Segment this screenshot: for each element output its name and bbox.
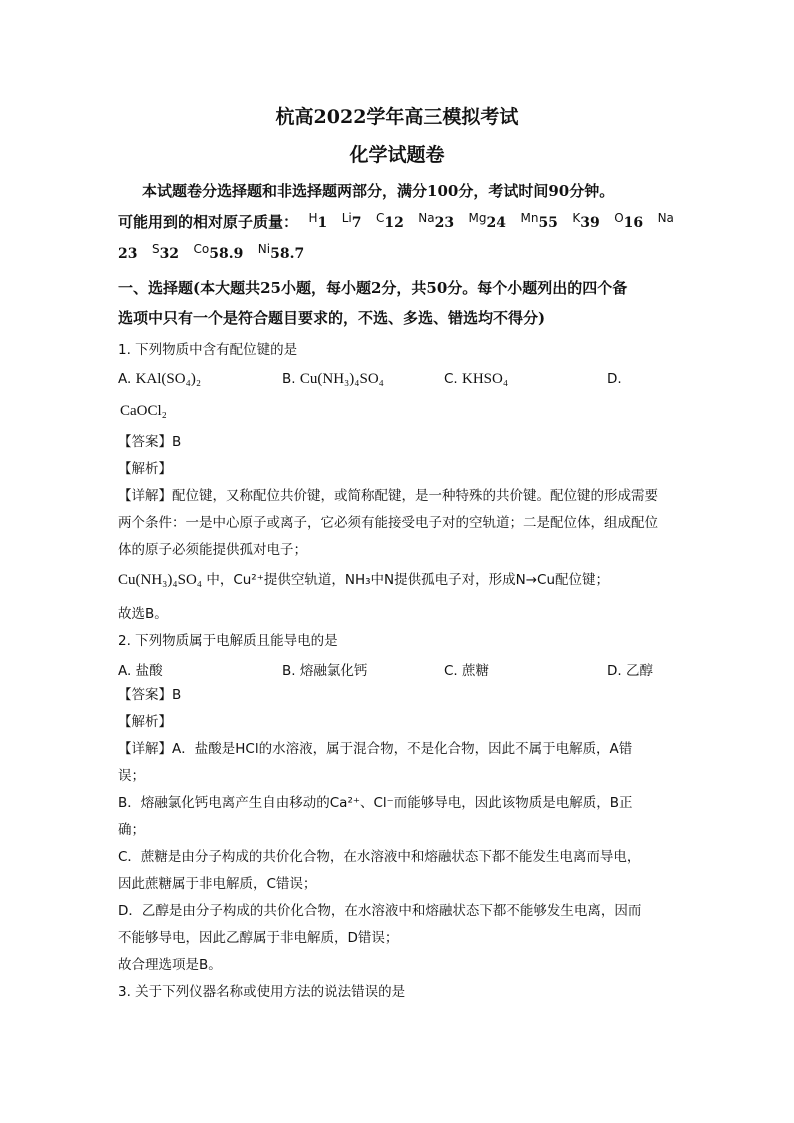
mass-element: Na [418,211,435,225]
mass-value: 16 [623,215,644,231]
mass-value: 55 [538,215,558,231]
question-3-stem: 3. 关于下列仪器名称或使用方法的说法错误的是 [118,984,406,1000]
mass-element: Co [193,242,210,256]
mass-element: Ni [257,242,271,256]
q1-detail-line: 【详解】配位键，又称配位共价键，或简称配键，是一种特殊的共价键。配位键的形成需要 [118,488,658,504]
mass-value: 39 [580,215,600,231]
q1-option-c [444,371,508,388]
mass-element: K [572,211,581,225]
exam-note: 本试题卷分选择题和非选择题两部分，满分100分，考试时间90分钟。 [142,182,615,200]
mass-value: 1 [317,215,328,231]
mass-value: 24 [486,215,507,231]
q2-detail-line: 不能够导电，因此乙醇属于非电解质，D错误； [118,930,399,946]
option-label: D. [607,371,622,387]
q1-analysis-label: 【解析】 [118,461,172,477]
q1-answer: 【答案】B [118,434,182,450]
paper-subtitle: 化学试题卷 [349,144,445,166]
q2-detail-line: C．蔗糖是由分子构成的共价化合物，在水溶液中和熔融状态下都不能发生电离而导电， [118,849,641,865]
q2-detail-line: D．乙醇是由分子构成的共价化合物，在水溶液中和熔融状态下都不能够发生电离，因而 [118,903,642,919]
q1-option-d [607,371,622,387]
mass-element: Mg [468,211,487,225]
section-heading-line-2: 选项中只有一个是符合题目要求的，不选、多选、错选均不得分) [118,309,546,327]
atomic-masses-label: 可能用到的相对原子质量： [118,213,299,231]
mass-element: O [614,211,624,225]
mass-value: 58.7 [270,246,305,262]
q2-option-c: C. 蔗糖 [444,663,490,679]
option-formula: CaOCl₂ [120,403,167,419]
option-label: C. [444,371,458,387]
q2-option-a: A. 盐酸 [118,663,163,679]
q1-detail-line [118,571,609,589]
q2-detail-line: B．熔融氯化钙电离产生自由移动的Ca²⁺、Cl⁻而能够导电，因此该物质是电解质，B正 [118,795,633,811]
q1-option-d-text [120,403,167,420]
option-formula: KHSO₄ [462,371,509,387]
q1-option-a [118,371,201,388]
mass-value: 23 [118,246,138,262]
atomic-masses-line-2 [118,242,308,263]
q2-option-d: D. 乙醇 [607,663,653,679]
q2-detail-line: 确； [118,822,145,838]
detail-formula: Cu(NH₃)₄SO₄ [118,572,203,588]
mass-element: S [151,242,160,256]
question-1-stem: 1. 下列物质中含有配位键的是 [118,342,298,358]
mass-value: 12 [384,215,404,231]
q2-answer: 【答案】B [118,687,182,703]
detail-text: 中，Cu²⁺提供空轨道，NH₃中N提供孤电子对，形成N→Cu配位键； [206,572,610,588]
mass-element: C [375,211,385,225]
q2-detail-line: 因此蔗糖属于非电解质，C错误； [118,876,317,892]
q2-conclusion: 故合理选项是B。 [118,957,222,973]
mass-value: 58.9 [209,246,244,262]
option-label: B. [282,371,296,387]
q1-detail-line: 两个条件：一是中心原子或离子，它必须有能接受电子对的空轨道；二是配位体，组成配位 [118,515,658,531]
section-heading-line-1: 一、选择题(本大题共25小题，每小题2分，共50分。每个小题列出的四个备 [118,279,628,297]
q2-detail-line: 【详解】A．盐酸是HCl的水溶液，属于混合物，不是化合物，因此不属于电解质，A错 [118,741,633,757]
exam-title: 杭高2022学年高三模拟考试 [275,106,519,128]
q2-option-b: B. 熔融氯化钙 [282,663,368,679]
option-formula: KAl(SO₄)₂ [135,371,202,387]
option-label: A. [118,371,132,387]
mass-value: 32 [159,246,180,262]
q2-analysis-label: 【解析】 [118,714,172,730]
option-formula: Cu(NH₃)₄SO₄ [299,371,384,387]
mass-element: Li [341,211,352,225]
atomic-masses-line-1 [118,213,674,232]
mass-element: H [308,211,318,225]
q1-conclusion: 故选B。 [118,606,168,622]
q2-detail-line: 误； [118,768,145,784]
question-2-stem: 2. 下列物质属于电解质且能导电的是 [118,633,338,649]
q1-detail-line: 体的原子必须能提供孤对电子； [118,542,307,558]
mass-value: 7 [351,215,362,231]
mass-element: Mn [520,211,539,225]
mass-value: 23 [434,215,455,231]
q1-option-b [282,371,384,388]
mass-element: Na [657,211,674,225]
